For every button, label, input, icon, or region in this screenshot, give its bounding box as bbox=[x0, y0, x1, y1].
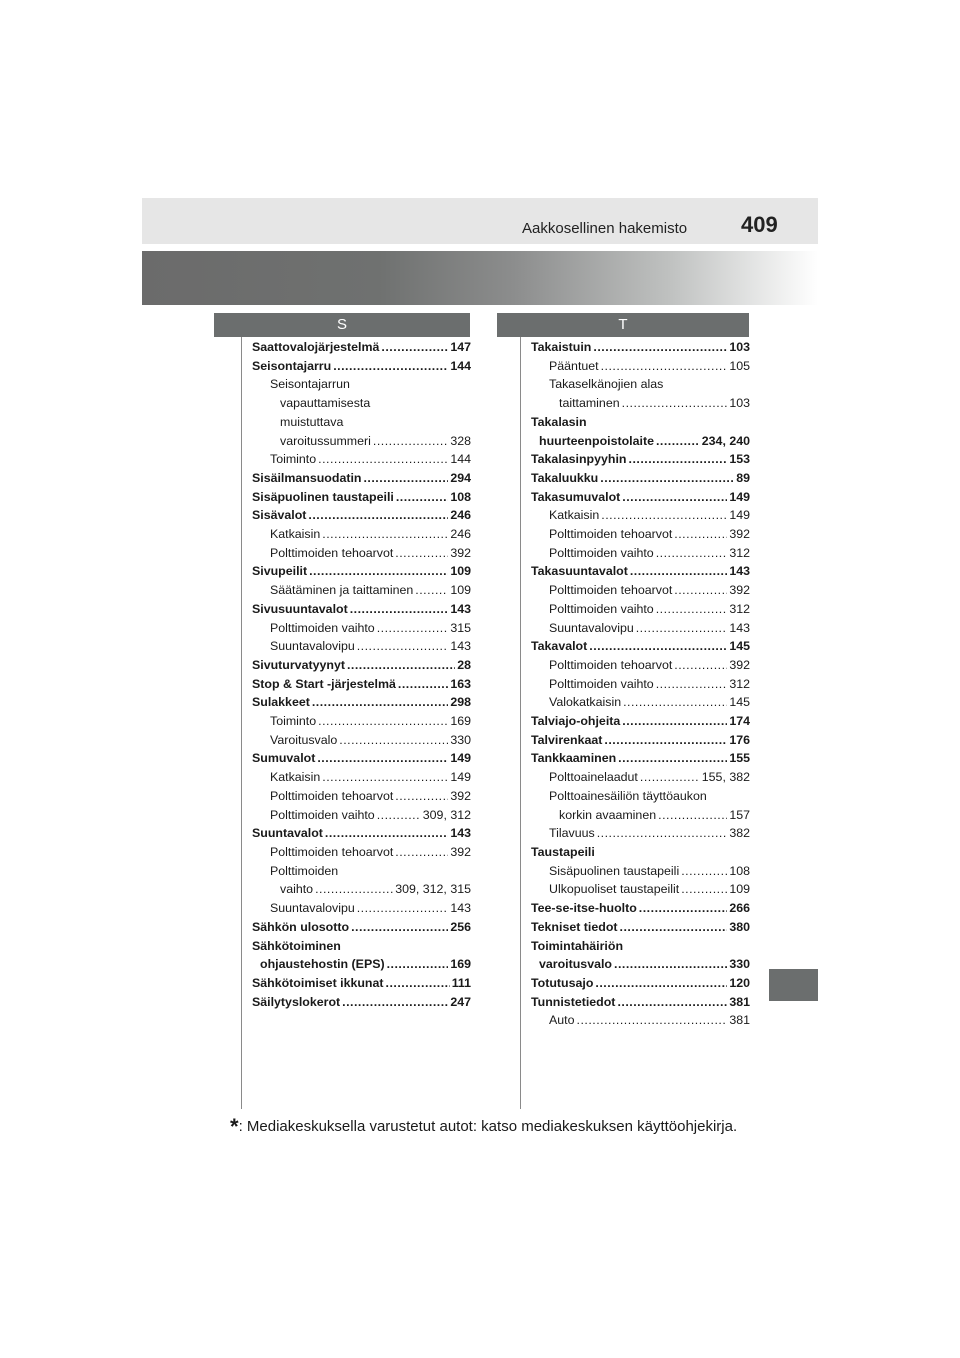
index-entry-label: Polttimoiden tehoarvot bbox=[270, 788, 394, 803]
index-entry-label: Taustapeili bbox=[531, 844, 595, 859]
index-entry bbox=[531, 544, 750, 563]
index-entry bbox=[531, 562, 750, 581]
index-entry-page: 312 bbox=[729, 601, 750, 616]
index-entry-label: Katkaisin bbox=[270, 770, 321, 785]
index-entry-page: 108 bbox=[450, 489, 471, 504]
dot-leader bbox=[318, 450, 448, 469]
index-entry-label: Polttoainelaadut bbox=[549, 770, 638, 785]
index-entry-label: Sivupeilit bbox=[252, 564, 308, 579]
dot-leader bbox=[308, 506, 448, 525]
index-entry bbox=[252, 506, 471, 525]
dot-leader bbox=[622, 488, 727, 507]
index-entry-label: Polttimoiden tehoarvot bbox=[270, 545, 394, 560]
index-entry bbox=[252, 787, 471, 806]
index-entry-page: 143 bbox=[450, 901, 471, 916]
index-entry-page: 392 bbox=[450, 788, 471, 803]
index-entry bbox=[531, 413, 750, 432]
dot-leader bbox=[322, 525, 448, 544]
index-entry-page: 143 bbox=[450, 601, 471, 616]
index-entry-label: Suuntavalovipu bbox=[549, 620, 634, 635]
dot-leader bbox=[333, 357, 448, 376]
index-entry bbox=[531, 993, 750, 1012]
index-entry-label: Sumuvalot bbox=[252, 751, 316, 766]
index-entry bbox=[252, 600, 471, 619]
index-entry-page: 256 bbox=[450, 919, 471, 934]
index-entry-label: Takaistuin bbox=[531, 340, 592, 354]
index-entry-page: 143 bbox=[729, 620, 750, 635]
index-entry-label: Stop & Start -järjestelmä bbox=[252, 676, 396, 691]
index-entry-page: 392 bbox=[729, 527, 750, 542]
index-entry bbox=[252, 768, 471, 787]
index-entry-label: Sulakkeet bbox=[252, 695, 310, 710]
index-entry-label: Polttimoiden bbox=[270, 863, 339, 878]
dot-leader bbox=[623, 693, 727, 712]
index-entry-page: 176 bbox=[729, 732, 750, 747]
index-entry-label: Sisäpuolinen taustapeili bbox=[252, 489, 394, 504]
dot-leader bbox=[351, 918, 448, 937]
index-entry-page: 149 bbox=[729, 489, 750, 504]
index-entry bbox=[531, 450, 750, 469]
index-entry bbox=[252, 488, 471, 507]
index-entry-label: Takalasin bbox=[531, 414, 587, 429]
index-entry-page: 120 bbox=[729, 975, 750, 990]
index-entry-label: Sähkötoimiset ikkunat bbox=[252, 975, 384, 990]
dot-leader bbox=[674, 581, 727, 600]
dot-leader bbox=[317, 749, 448, 768]
index-entry-label: Talviajo-ohjeita bbox=[531, 714, 621, 729]
dot-leader bbox=[339, 731, 448, 750]
index-entry-label: Varoitusvalo bbox=[270, 732, 338, 747]
index-entry-label: Sähkön ulosotto bbox=[252, 919, 350, 934]
dot-leader bbox=[600, 469, 734, 488]
index-entry-page: 143 bbox=[450, 639, 471, 654]
index-entry-label: Toimintahäiriön bbox=[531, 938, 624, 953]
index-entry-label: Pääntuet bbox=[549, 358, 599, 373]
index-entry-label: Takaluukku bbox=[531, 470, 599, 485]
index-entry-label: Sisäpuolinen taustapeili bbox=[549, 863, 680, 878]
index-entry bbox=[531, 693, 750, 712]
index-entry-label: Suuntavalovipu bbox=[270, 639, 355, 654]
dot-leader bbox=[350, 600, 449, 619]
index-entry-page: 147 bbox=[450, 340, 471, 354]
index-entry bbox=[531, 338, 750, 357]
index-entry bbox=[252, 862, 471, 881]
index-entry-label: vaihto bbox=[280, 882, 314, 897]
index-entry-label: Tee-se-itse-huolto bbox=[531, 901, 637, 916]
dot-leader bbox=[620, 918, 728, 937]
dot-leader bbox=[312, 693, 448, 712]
index-entry-page: 109 bbox=[729, 882, 750, 897]
index-entry-page: 108 bbox=[729, 863, 750, 878]
index-entry-label: Saattovalojärjestelmä bbox=[252, 340, 380, 354]
index-entry bbox=[531, 469, 750, 488]
index-entry-label: ohjaustehostin (EPS) bbox=[260, 957, 385, 972]
dot-leader bbox=[381, 338, 448, 357]
index-entry bbox=[252, 525, 471, 544]
dot-leader bbox=[377, 619, 449, 638]
index-entry bbox=[531, 637, 750, 656]
index-entry-label: Polttimoiden tehoarvot bbox=[549, 657, 673, 672]
index-entry-label: Polttoainesäiliön täyttöaukon bbox=[549, 788, 707, 803]
section-title: Aakkosellinen hakemisto bbox=[522, 220, 688, 237]
index-entry bbox=[531, 787, 750, 806]
dot-leader bbox=[595, 974, 727, 993]
index-entry bbox=[252, 469, 471, 488]
dot-leader bbox=[640, 768, 700, 787]
index-entry-label: Seisontajarru bbox=[252, 358, 332, 373]
dot-leader bbox=[386, 974, 450, 993]
index-entry-page: 382 bbox=[729, 826, 750, 841]
index-entry-label: Säätäminen ja taittaminen bbox=[270, 583, 414, 598]
dot-leader bbox=[630, 562, 727, 581]
dot-leader bbox=[373, 432, 448, 451]
index-column-s bbox=[252, 338, 471, 1011]
index-entry-page: 155, 382 bbox=[701, 770, 750, 785]
dot-leader bbox=[636, 619, 728, 638]
index-entry bbox=[531, 581, 750, 600]
dot-leader bbox=[589, 637, 727, 656]
header-band bbox=[142, 198, 818, 244]
index-entry bbox=[252, 937, 471, 956]
index-entry bbox=[531, 712, 750, 731]
dot-leader bbox=[656, 544, 728, 563]
index-entry-label: Tekniset tiedot bbox=[531, 919, 618, 934]
index-entry bbox=[252, 562, 471, 581]
dot-leader bbox=[656, 675, 728, 694]
dot-leader bbox=[618, 749, 727, 768]
index-entry bbox=[531, 880, 750, 899]
index-entry-label: Suuntavalovipu bbox=[270, 901, 355, 916]
index-entry-page: 392 bbox=[450, 545, 471, 560]
footnote-text: : Mediakeskuksella varustetut autot: katso mediakeskuksen käyttöohjekirja. bbox=[238, 1118, 738, 1135]
index-entry-label: Valokatkaisin bbox=[549, 695, 622, 710]
index-entry bbox=[252, 413, 471, 432]
index-entry-label: Talvirenkaat bbox=[531, 732, 603, 747]
index-entry-page: 174 bbox=[729, 714, 750, 729]
dot-leader bbox=[593, 338, 727, 357]
dot-leader bbox=[622, 394, 728, 413]
dot-leader bbox=[357, 637, 449, 656]
index-entry bbox=[531, 432, 750, 451]
index-entry-page: 144 bbox=[450, 358, 471, 373]
index-entry bbox=[531, 600, 750, 619]
index-entry-page: 145 bbox=[729, 695, 750, 710]
index-entry-label: Suuntavalot bbox=[252, 826, 323, 841]
index-entry bbox=[531, 506, 750, 525]
index-entry bbox=[252, 637, 471, 656]
index-entry bbox=[252, 843, 471, 862]
index-entry bbox=[531, 862, 750, 881]
index-entry bbox=[531, 749, 750, 768]
index-entry-page: 330 bbox=[450, 732, 471, 747]
index-entry bbox=[531, 937, 750, 956]
dot-leader bbox=[601, 357, 728, 376]
index-entry-page: 246 bbox=[450, 527, 471, 542]
column-rule-right bbox=[520, 337, 521, 1109]
index-entry bbox=[252, 899, 471, 918]
index-entry-label: Toiminto bbox=[270, 452, 317, 467]
dot-leader bbox=[357, 899, 449, 918]
decorative-gradient-band bbox=[142, 251, 818, 305]
index-entry-label: Sisävalot bbox=[252, 508, 307, 523]
index-entry bbox=[252, 619, 471, 638]
index-entry bbox=[252, 974, 471, 993]
index-entry-label: taittaminen bbox=[559, 396, 620, 411]
index-entry-label: Takavalot bbox=[531, 639, 588, 654]
index-entry bbox=[252, 394, 471, 413]
index-entry-page: 169 bbox=[450, 957, 471, 972]
index-entry bbox=[531, 806, 750, 825]
index-entry-page: 155 bbox=[729, 751, 750, 766]
index-entry-page: 109 bbox=[450, 583, 471, 598]
dot-leader bbox=[325, 824, 448, 843]
index-entry-page: 149 bbox=[450, 770, 471, 785]
index-entry-page: 89 bbox=[736, 470, 750, 485]
index-entry-label: varoitussummeri bbox=[280, 433, 371, 448]
index-entry-label: Takaselkänojien alas bbox=[549, 377, 664, 392]
index-entry bbox=[531, 974, 750, 993]
footnote-marker: * bbox=[230, 1114, 239, 1139]
index-entry-page: 294 bbox=[450, 470, 471, 485]
index-entry bbox=[531, 768, 750, 787]
dot-leader bbox=[577, 1011, 728, 1030]
index-entry bbox=[252, 581, 471, 600]
index-entry-page: 103 bbox=[729, 340, 750, 354]
index-entry-label: Katkaisin bbox=[270, 527, 321, 542]
index-entry-label: Ulkopuoliset taustapeilit bbox=[549, 882, 680, 897]
index-entry-page: 149 bbox=[450, 751, 471, 766]
index-entry bbox=[531, 656, 750, 675]
index-entry-page: 380 bbox=[729, 919, 750, 934]
index-entry-page: 309, 312, 315 bbox=[395, 882, 471, 897]
dot-leader bbox=[604, 731, 727, 750]
index-entry-page: 381 bbox=[729, 994, 750, 1009]
index-entry bbox=[252, 712, 471, 731]
index-entry bbox=[531, 375, 750, 394]
index-entry bbox=[531, 955, 750, 974]
index-entry-label: Totutusajo bbox=[531, 975, 594, 990]
index-entry bbox=[252, 806, 471, 825]
index-entry-label: Takasuuntavalot bbox=[531, 564, 628, 579]
dot-leader bbox=[395, 544, 448, 563]
dot-leader bbox=[601, 506, 727, 525]
index-entry-page: 143 bbox=[729, 564, 750, 579]
index-entry-label: vapauttamisesta bbox=[280, 396, 371, 411]
index-entry-label: Polttimoiden vaihto bbox=[549, 545, 654, 560]
index-entry-page: 103 bbox=[729, 396, 750, 411]
chapter-side-tab bbox=[769, 969, 818, 1001]
index-entry-label: muistuttava bbox=[280, 414, 344, 429]
index-entry-page: 105 bbox=[729, 358, 750, 373]
index-entry-label: Auto bbox=[549, 1013, 575, 1028]
index-entry-page: 28 bbox=[457, 657, 471, 672]
index-entry-page: 169 bbox=[450, 714, 471, 729]
index-entry-label: Toiminto bbox=[270, 714, 317, 729]
letter-heading-s: S bbox=[214, 313, 470, 337]
index-entry-label: Sivuturvatyynyt bbox=[252, 657, 345, 672]
index-entry-label: korkin avaaminen bbox=[559, 807, 657, 822]
index-entry-label: Polttimoiden vaihto bbox=[549, 601, 654, 616]
index-entry-page: 312 bbox=[729, 545, 750, 560]
dot-leader bbox=[681, 862, 727, 881]
dot-leader bbox=[629, 450, 728, 469]
index-entry-page: 145 bbox=[729, 639, 750, 654]
index-entry-page: 315 bbox=[450, 620, 471, 635]
index-entry-label: Takasumuvalot bbox=[531, 489, 621, 504]
dot-leader bbox=[396, 488, 448, 507]
index-entry-page: 392 bbox=[729, 583, 750, 598]
index-entry-label: huurteenpoistolaite bbox=[539, 433, 654, 448]
index-entry-page: 153 bbox=[729, 452, 750, 467]
dot-leader bbox=[656, 600, 728, 619]
index-entry-label: Polttimoiden vaihto bbox=[270, 620, 375, 635]
dot-leader bbox=[597, 824, 728, 843]
dot-leader bbox=[614, 955, 727, 974]
dot-leader bbox=[318, 712, 448, 731]
dot-leader bbox=[309, 562, 448, 581]
index-entry bbox=[252, 375, 471, 394]
index-entry bbox=[252, 955, 471, 974]
index-entry bbox=[531, 1011, 750, 1030]
index-entry bbox=[531, 731, 750, 750]
index-entry-label: Polttimoiden vaihto bbox=[270, 807, 375, 822]
index-entry-label: Katkaisin bbox=[549, 508, 600, 523]
index-entry-page: 157 bbox=[729, 807, 750, 822]
dot-leader bbox=[395, 787, 448, 806]
index-entry-label: varoitusvalo bbox=[539, 957, 612, 972]
index-entry-page: 330 bbox=[729, 957, 750, 972]
index-entry-page: 234, 240 bbox=[701, 433, 750, 448]
dot-leader bbox=[639, 899, 728, 918]
index-entry bbox=[252, 993, 471, 1012]
index-entry bbox=[252, 749, 471, 768]
index-entry bbox=[252, 338, 471, 357]
index-entry-page: 111 bbox=[451, 975, 471, 990]
index-entry bbox=[252, 544, 471, 563]
dot-leader bbox=[395, 843, 448, 862]
index-entry bbox=[531, 918, 750, 937]
index-entry bbox=[252, 675, 471, 694]
index-entry-label: Sisäilmansuodatin bbox=[252, 470, 362, 485]
index-entry-page: 392 bbox=[729, 657, 750, 672]
index-entry bbox=[252, 880, 471, 899]
index-entry bbox=[531, 619, 750, 638]
index-entry-label: Polttimoiden tehoarvot bbox=[270, 844, 394, 859]
index-entry bbox=[531, 899, 750, 918]
letter-heading-t: T bbox=[497, 313, 749, 337]
index-entry bbox=[252, 432, 471, 451]
index-entry-page: 392 bbox=[450, 844, 471, 859]
dot-leader bbox=[681, 880, 727, 899]
index-entry-label: Takalasinpyyhin bbox=[531, 452, 627, 467]
index-entry bbox=[252, 918, 471, 937]
dot-leader bbox=[415, 581, 448, 600]
page-number: 409 bbox=[741, 212, 778, 237]
index-entry-page: 149 bbox=[729, 508, 750, 523]
index-entry-label: Sivusuuntavalot bbox=[252, 601, 348, 616]
dot-leader bbox=[674, 525, 727, 544]
dot-leader bbox=[617, 993, 727, 1012]
index-entry-page: 163 bbox=[450, 676, 471, 691]
index-entry bbox=[531, 394, 750, 413]
dot-leader bbox=[398, 675, 448, 694]
index-entry-page: 246 bbox=[450, 508, 471, 523]
index-entry-label: Polttimoiden tehoarvot bbox=[549, 527, 673, 542]
dot-leader bbox=[315, 880, 393, 899]
index-entry-label: Sähkötoiminen bbox=[252, 938, 341, 953]
index-entry bbox=[252, 450, 471, 469]
index-entry bbox=[531, 525, 750, 544]
index-entry-page: 109 bbox=[450, 564, 471, 579]
dot-leader bbox=[363, 469, 448, 488]
dot-leader bbox=[347, 656, 455, 675]
dot-leader bbox=[342, 993, 448, 1012]
index-entry bbox=[252, 731, 471, 750]
index-entry-page: 144 bbox=[450, 452, 471, 467]
index-entry bbox=[252, 357, 471, 376]
dot-leader bbox=[387, 955, 449, 974]
index-entry bbox=[531, 357, 750, 376]
dot-leader bbox=[322, 768, 448, 787]
index-entry bbox=[531, 824, 750, 843]
index-entry-label: Polttimoiden vaihto bbox=[549, 676, 654, 691]
index-entry-label: Säilytyslokerot bbox=[252, 994, 341, 1009]
index-entry-label: Tunnistetiedot bbox=[531, 994, 616, 1009]
index-entry-label: Tankkaaminen bbox=[531, 751, 617, 766]
index-entry-page: 143 bbox=[450, 826, 471, 841]
index-entry-label: Tilavuus bbox=[549, 826, 595, 841]
index-entry-page: 247 bbox=[450, 994, 471, 1009]
index-entry-page: 266 bbox=[729, 901, 750, 916]
index-column-t bbox=[531, 338, 750, 1030]
dot-leader bbox=[377, 806, 421, 825]
index-entry-page: 328 bbox=[450, 433, 471, 448]
footnote bbox=[230, 1114, 737, 1140]
index-entry bbox=[531, 843, 750, 862]
index-entry-label: Polttimoiden tehoarvot bbox=[549, 583, 673, 598]
dot-leader bbox=[674, 656, 727, 675]
index-entry bbox=[252, 656, 471, 675]
index-entry bbox=[252, 824, 471, 843]
index-entry-label: Seisontajarrun bbox=[270, 377, 350, 392]
dot-leader bbox=[658, 806, 727, 825]
column-rule-left bbox=[241, 337, 242, 1109]
index-entry-page: 298 bbox=[450, 695, 471, 710]
index-entry bbox=[531, 488, 750, 507]
index-entry-page: 381 bbox=[729, 1013, 750, 1028]
index-entry bbox=[531, 675, 750, 694]
dot-leader bbox=[622, 712, 727, 731]
index-entry bbox=[252, 693, 471, 712]
index-entry-page: 312 bbox=[729, 676, 750, 691]
index-entry-page: 309, 312 bbox=[422, 807, 471, 822]
dot-leader bbox=[656, 432, 700, 451]
